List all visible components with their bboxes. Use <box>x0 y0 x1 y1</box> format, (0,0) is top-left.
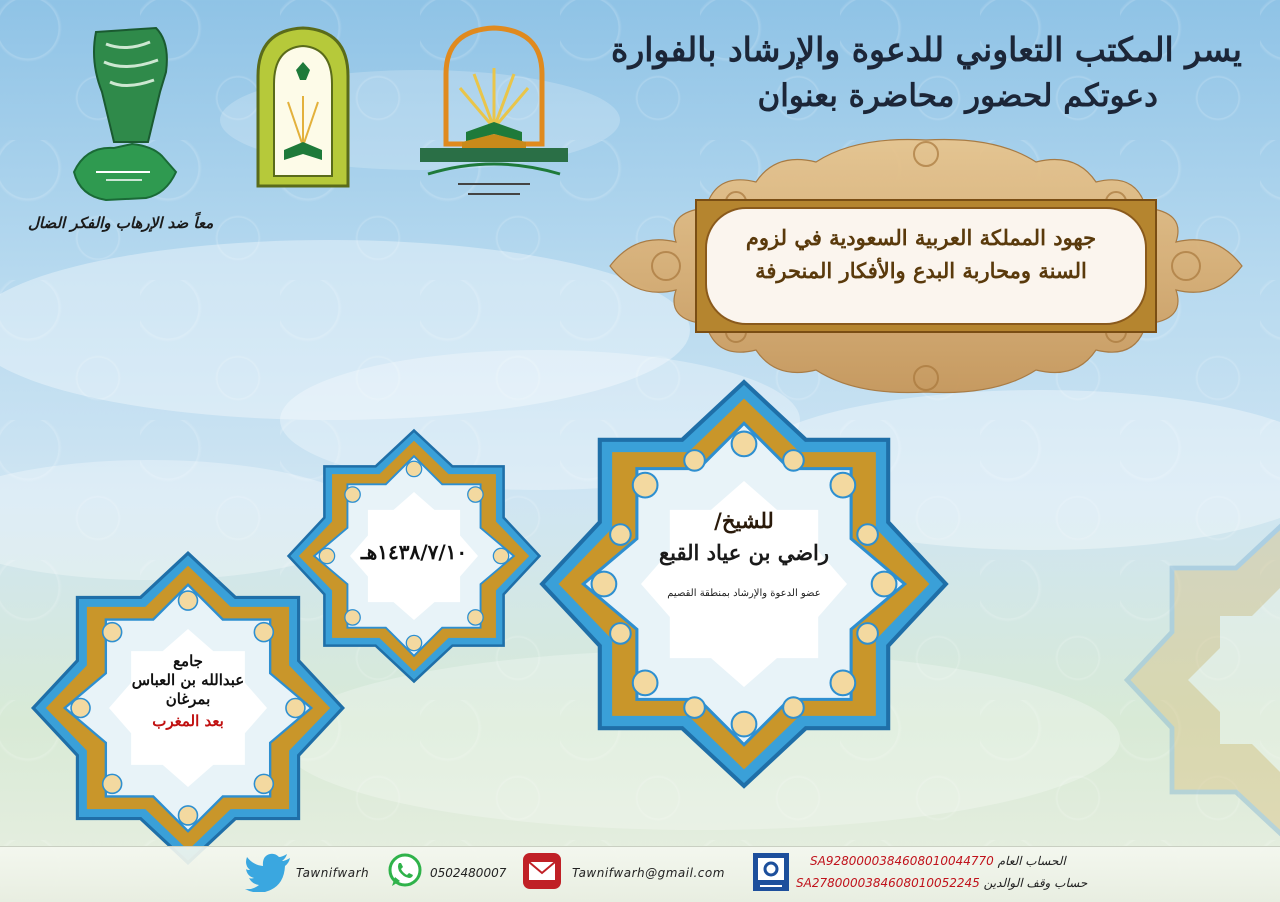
bank-label-endowment: حساب وقف الوالدين <box>983 876 1088 890</box>
venue-time: بعد المغرب <box>152 712 224 730</box>
venue-name: عبدالله بن العباس <box>131 671 245 689</box>
email-link[interactable]: Tawnifwarh@gmail.com <box>572 866 725 880</box>
speaker-label: للشيخ/ <box>714 508 774 533</box>
anti-terror-fist-logo-icon <box>66 22 186 212</box>
lecture-title-line-1: جهود المملكة العربية السعودية في لزوم <box>745 225 1097 250</box>
bank-account-general <box>810 854 1092 868</box>
slogan-text: معاً ضد الإرهاب والفكر الضال <box>28 214 214 232</box>
lecture-title <box>686 222 1156 312</box>
speaker-role: عضو الدعوة والإرشاد بمنطقة القصيم <box>667 588 821 599</box>
header-line-1: يسر المكتب التعاوني للدعوة والإرشاد بالفوارة <box>611 30 1242 69</box>
speaker-star-frame <box>538 378 950 790</box>
cooperative-office-logo-icon <box>418 24 570 212</box>
venue-city: بمرغان <box>165 690 211 708</box>
venue-label: جامع <box>173 652 203 670</box>
whatsapp-icon[interactable] <box>386 852 424 890</box>
bank-logo-icon <box>752 852 790 892</box>
bank-iban-endowment: SA2780000384608010052245 <box>796 876 980 890</box>
ministry-logo-icon <box>252 26 354 188</box>
lecture-title-line-2: السنة ومحاربة البدع والأفكار المنحرفة <box>755 257 1087 283</box>
bank-account-endowment <box>796 876 1092 890</box>
twitter-bird-icon[interactable] <box>244 852 292 892</box>
decorative-star-background <box>1124 520 1280 840</box>
lecture-date: ١٤٣٨/٧/١٠هـ <box>360 540 468 564</box>
twitter-handle-link[interactable]: Tawnifwarh <box>296 866 370 880</box>
bank-label-general: الحساب العام <box>997 854 1066 868</box>
header-line-2: دعوتكم لحضور محاضرة بعنوان <box>757 78 1158 114</box>
speaker-name: راضي بن عياد القبع <box>658 540 830 565</box>
venue-star-frame <box>30 550 346 866</box>
phone-number-link[interactable]: 0502480007 <box>430 866 507 880</box>
mail-icon[interactable] <box>522 852 562 890</box>
bank-iban-general: SA9280000384608010044770 <box>810 854 994 868</box>
